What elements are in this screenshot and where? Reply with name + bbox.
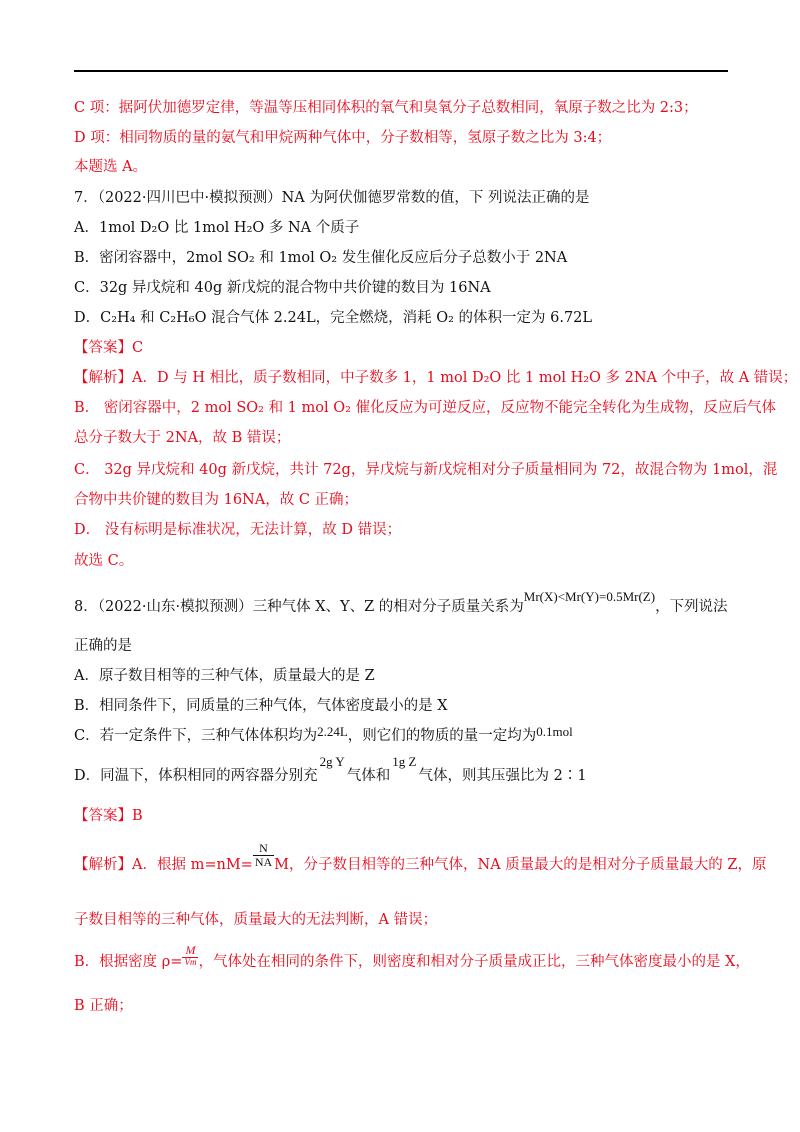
- q8-stem-line2: 正确的是: [74, 638, 132, 654]
- q8-answer: 【答案】B: [74, 808, 143, 824]
- q8-stem-formula: Mr(X)<Mr(Y)=0.5Mr(Z): [523, 589, 656, 604]
- q7-option-c: C．32g 异戊烷和 40g 新戊烷的混合物中共价键的数目为 16NA: [74, 280, 491, 296]
- q8-stem-post: ，下列说法: [655, 599, 728, 615]
- q7-explanation-d: D． 没有标明是标准状况，无法计算，故 D 错误；: [74, 522, 402, 538]
- d-item-explanation: D 项：相同物质的量的氨气和甲烷两种气体中，分子数相等，氢原子数之比为 3:4；: [74, 130, 612, 146]
- q8-explanation-b-line2: B 正确；: [74, 998, 133, 1014]
- fraction-denominator: NA: [254, 854, 273, 869]
- q8-option-c-volume: 2.24L: [317, 724, 348, 739]
- fraction-denominator: Vm: [184, 957, 197, 968]
- q7-explanation-b1: B． 密闭容器中，2 mol SO₂ 和 1 mol O₂ 催化反应为可逆反应，反应物不能完全转化为生成物，反应后气体: [74, 400, 777, 416]
- q8-option-a: A．原子数目相等的三种气体，质量最大的是 Z: [74, 668, 375, 684]
- q8-option-d: [74, 754, 587, 786]
- q8-explanation-b-post: ，气体处在相同的条件下，则密度和相对分子质量成正比，三种气体密度最小的是 X，: [198, 954, 750, 970]
- q7-explanation-c2: 合物中共价键的数目为 16NA，故 C 正确；: [74, 492, 359, 508]
- header-rule: [74, 70, 728, 72]
- q7-final: 故选 C。: [74, 553, 134, 569]
- q8-option-d-mid: 气体和: [346, 768, 391, 784]
- conclusion: 本题选 A。: [74, 159, 148, 175]
- q8-fraction-m-over-vm: [182, 944, 198, 967]
- q7-option-a: A．1mol D₂O 比 1mol H₂O 多 NA 个质子: [74, 220, 360, 236]
- q8-explanation-a-line2: 子数目相等的三种气体，质量最大的无法判断，A 错误；: [74, 912, 438, 928]
- q8-option-d-pre: D．同温下，体积相同的两容器分别充: [74, 768, 318, 784]
- q8-explanation-a: [74, 841, 767, 878]
- q8-fraction-n-over-na: [253, 842, 274, 868]
- q8-explanation-b: [74, 943, 750, 974]
- q8-option-c-mid: ，则它们的物质的量一定均为: [347, 728, 537, 744]
- q8-option-c: [74, 726, 573, 746]
- q8-option-d-post: 气体，则其压强比为 2∶1: [418, 768, 587, 784]
- q8-option-d-mass-z: 1g Z: [392, 754, 417, 769]
- q8-explanation-a-pre: 【解析】A．根据 m=nM=: [74, 857, 253, 874]
- q7-stem: 7．（2022·四川巴中·模拟预测）NA 为阿伏伽德罗常数的值，下 列说法正确的是: [74, 190, 590, 206]
- q8-option-c-amount: 0.1mol: [536, 724, 573, 739]
- q7-explanation-a: 【解析】A．D 与 H 相比，质子数相同，中子数多 1，1 mol D₂O 比 1 mol H₂O 多 2NA 个中子，故 A 错误；: [74, 370, 798, 386]
- q8-option-d-mass-y: 2g Y: [319, 754, 345, 769]
- fraction-numerator: N: [253, 842, 274, 856]
- q8-explanation-a-post: M，分子数目相等的三种气体，NA 质量最大的是相对分子质量最大的 Z，原: [274, 857, 767, 874]
- q7-explanation-b2: 总分子数大于 2NA，故 B 错误；: [74, 430, 291, 446]
- q8-stem: [74, 589, 728, 617]
- q8-stem-pre: 8．（2022·山东·模拟预测）三种气体 X、Y、Z 的相对分子质量关系为: [74, 599, 524, 615]
- q8-explanation-b-pre: B．根据密度 ρ=: [74, 954, 183, 970]
- q8-option-b: B．相同条件下，同质量的三种气体，气体密度最小的是 X: [74, 698, 448, 714]
- q7-option-b: B．密闭容器中，2mol SO₂ 和 1mol O₂ 发生催化反应后分子总数小于 2NA: [74, 250, 568, 266]
- q7-explanation-c1: C． 32g 异戊烷和 40g 新戊烷，共计 72g，异戊烷与新戊烷相对分子质量相同为 72，故混合物为 1mol，混: [74, 462, 778, 478]
- fraction-numerator: M: [182, 944, 198, 958]
- q8-option-c-pre: C．若一定条件下，三种气体体积均为: [74, 728, 318, 744]
- q7-answer: 【答案】C: [74, 340, 144, 356]
- c-item-explanation: C 项：据阿伏加德罗定律，等温等压相同体积的氧气和臭氧分子总数相同，氧原子数之比为 2:3；: [74, 100, 698, 116]
- q7-option-d: D．C₂H₄ 和 C₂H₆O 混合气体 2.24L，完全燃烧，消耗 O₂ 的体积一定为 6.72L: [74, 310, 593, 326]
